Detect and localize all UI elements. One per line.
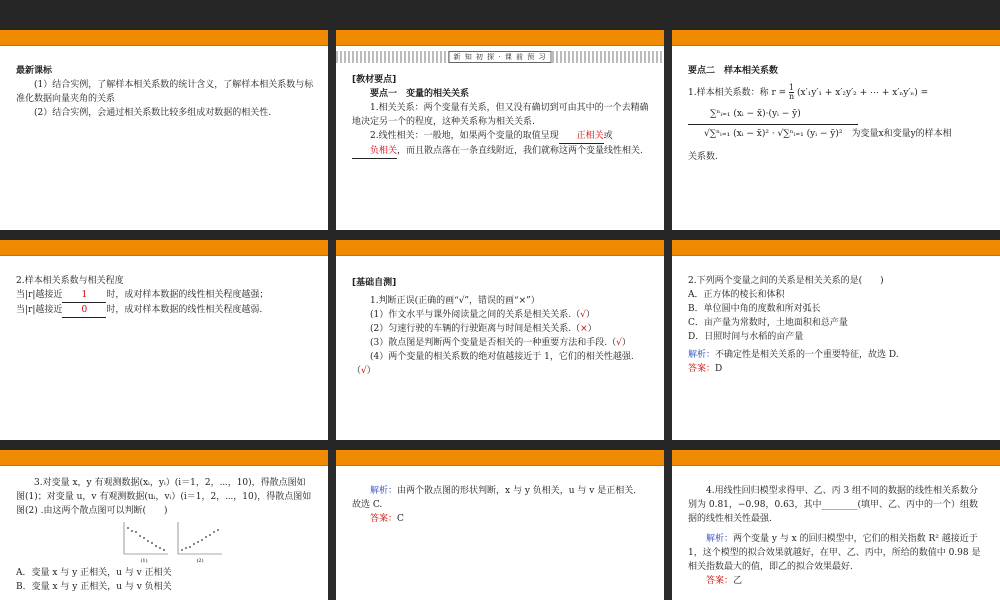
answer: 答案：C	[370, 514, 404, 524]
slide-heading: [教材要点]	[352, 75, 397, 85]
slide-top-bar	[672, 30, 1000, 46]
divider-bar	[0, 440, 1000, 450]
divider-bar	[0, 230, 1000, 240]
option-a: A．正方体的棱长和体积	[688, 290, 785, 300]
slide-top-bar	[336, 30, 664, 46]
judge-item: (2）匀速行驶的车辆的行驶距离与时间是相关关系.（×）	[370, 324, 597, 334]
analysis: 解析：不确定性是相关关系的一个重要特征，故选 D.	[688, 350, 899, 360]
formula-denominator: √∑ⁿᵢ₌₁ (xᵢ − x̄)² · √∑ⁿᵢ₌₁ (yᵢ − ȳ)²	[704, 129, 843, 139]
slide-subheading: 要点一 变量的相关关系	[370, 89, 470, 99]
slide-heading: 最新课标	[16, 66, 53, 76]
slide-top-bar	[336, 450, 664, 466]
slide-heading: [基础自测]	[352, 278, 397, 288]
cross-mark: ×	[580, 324, 588, 334]
slide-4[interactable]	[0, 240, 328, 440]
text-para: 关系数.	[688, 152, 718, 162]
scatter-plot-1	[124, 522, 168, 564]
analysis: 解析：两个变量 y 与 x 的回归模型中，它们的相关指数 R² 越接近于 1，这个模型的拟合效果就越好，在甲、乙、丙中，所给的数值中 0.98 是相关指数最大的值，即乙的拟合效果最好.	[688, 534, 981, 572]
formula-rule	[688, 124, 858, 125]
slide-top-bar	[336, 240, 664, 256]
analysis: 解析：由两个散点图的形状判断，x 与 y 负相关，u 与 v 是正相关．故选 C.	[352, 486, 643, 510]
option-d: D．日照时间与水稻的亩产量	[688, 332, 804, 342]
slide-top-bar	[672, 240, 1000, 256]
answer-fill: 1	[62, 288, 106, 303]
formula-line: 1.样本相关系数：称 r = $\frac{1}{n}$ (x′₁y′₁ + x′₂y′₂ + ⋯ + x′ₙy′ₙ) =	[688, 83, 929, 101]
judge-item: (3）散点图是判断两个变量是否相关的一种重要方法和手段.（√）	[370, 338, 631, 348]
slide-top-bar	[672, 450, 1000, 466]
section-ribbon: 新 知 初 探 · 课 前 预 习	[336, 51, 664, 63]
slide-2[interactable]	[336, 30, 664, 230]
option-b: B．单位圆中角的度数和所对弧长	[688, 304, 821, 314]
slide-6[interactable]	[672, 240, 1000, 440]
judge-item: (1）作文水平与课外阅读量之间的关系是相关关系.（√）	[370, 310, 595, 320]
slide-top-bar	[0, 240, 328, 256]
check-mark: √	[616, 338, 622, 348]
svg-text:(1): (1)	[140, 558, 148, 564]
question: 4.用线性回归模型求得甲、乙、丙 3 组不同的数据的线性相关系数分别为 0.81，−0.98，0.63，其中________(填甲、乙、丙中的一个）组数据的线性相关性最强.	[688, 486, 979, 524]
svg-text:(2): (2)	[196, 558, 204, 564]
check-mark: √	[580, 310, 586, 320]
scatter-figures	[116, 520, 314, 564]
text-para: (1）结合实例，了解样本相关系数的统计含义，了解样本相关系数与标准化数据向量夹角的关系	[16, 80, 314, 104]
formula-line: √∑ⁿᵢ₌₁ (xᵢ − x̄)² · √∑ⁿᵢ₌₁ (yᵢ − ȳ)² 为变量x和变量y的样本相	[688, 127, 986, 142]
scatter-plot-2	[178, 522, 222, 564]
text-para: 2.线性相关：一般地，如果两个变量的取值呈现 正相关或负相关，而且散点落在一条直线附近，我们就称这两个变量线性相关.	[352, 129, 650, 159]
option-c: C．亩产量为常数时，土地面积和总产量	[688, 318, 848, 328]
slide-9[interactable]	[672, 450, 1000, 600]
text-para: 1.相关关系：两个变量有关系，但又没有确切到可由其中的一个去精确地决定另一个的程度，这种关系称为相关关系.	[352, 103, 649, 127]
scatter-plots	[116, 520, 226, 564]
slide-heading: 要点二 样本相关系数	[688, 66, 779, 76]
answer: 答案：乙	[706, 576, 743, 586]
question: 3.对变量 x，y 有观测数据(xᵢ，yᵢ）(i＝1，2，⋯，10)，得散点图如图(1)；对变量 u，v 有观测数据(uᵢ，vᵢ）(i＝1，2，⋯，10)，得散点图如图(2) .由这两个散点图可以判断( )	[16, 478, 312, 516]
judge-item: (4）两个变量的相关系数的绝对值越接近于 1，它们的相关性越强.（√）	[352, 352, 634, 376]
fraction: $\frac{1}{n}$	[789, 83, 795, 101]
option-a: A．变量 x 与 y 正相关，u 与 v 正相关	[16, 568, 172, 578]
formula-numerator: ∑ⁿᵢ₌₁ (xᵢ − x̄)·(yᵢ − ȳ)	[710, 109, 801, 119]
text-para: (2）结合实例，会通过相关系数比较多组成对数据的相关性.	[34, 108, 272, 118]
answer-fill: 负相关	[352, 144, 397, 159]
answer-fill: 0	[62, 303, 106, 318]
top-dark-bar	[0, 0, 1000, 30]
text-para: 1.判断正误(正确的画“√”，错误的画“×”）	[370, 296, 540, 306]
option-b: B．变量 x 与 y 正相关，u 与 v 负相关	[16, 582, 172, 592]
text-line: 当|r|越接近 0 时，成对样本数据的线性相关程度越弱.	[16, 303, 314, 318]
slide-5[interactable]	[336, 240, 664, 440]
answer-fill: 正相关	[559, 129, 604, 144]
text-para: 2.样本相关系数与相关程度	[16, 276, 124, 286]
slide-3[interactable]	[672, 30, 1000, 230]
slide-8[interactable]	[336, 450, 664, 600]
slide-1[interactable]	[0, 30, 328, 230]
text-line: 当|r|越接近 1 时，成对样本数据的线性相关程度越强；	[16, 288, 314, 303]
slide-top-bar	[0, 450, 328, 466]
check-mark: √	[361, 366, 367, 376]
slide-top-bar	[0, 30, 328, 46]
question: 2.下列两个变量之间的关系是相关关系的是( )	[688, 276, 884, 286]
slide-7[interactable]	[0, 450, 328, 600]
answer: 答案：D	[688, 364, 723, 374]
